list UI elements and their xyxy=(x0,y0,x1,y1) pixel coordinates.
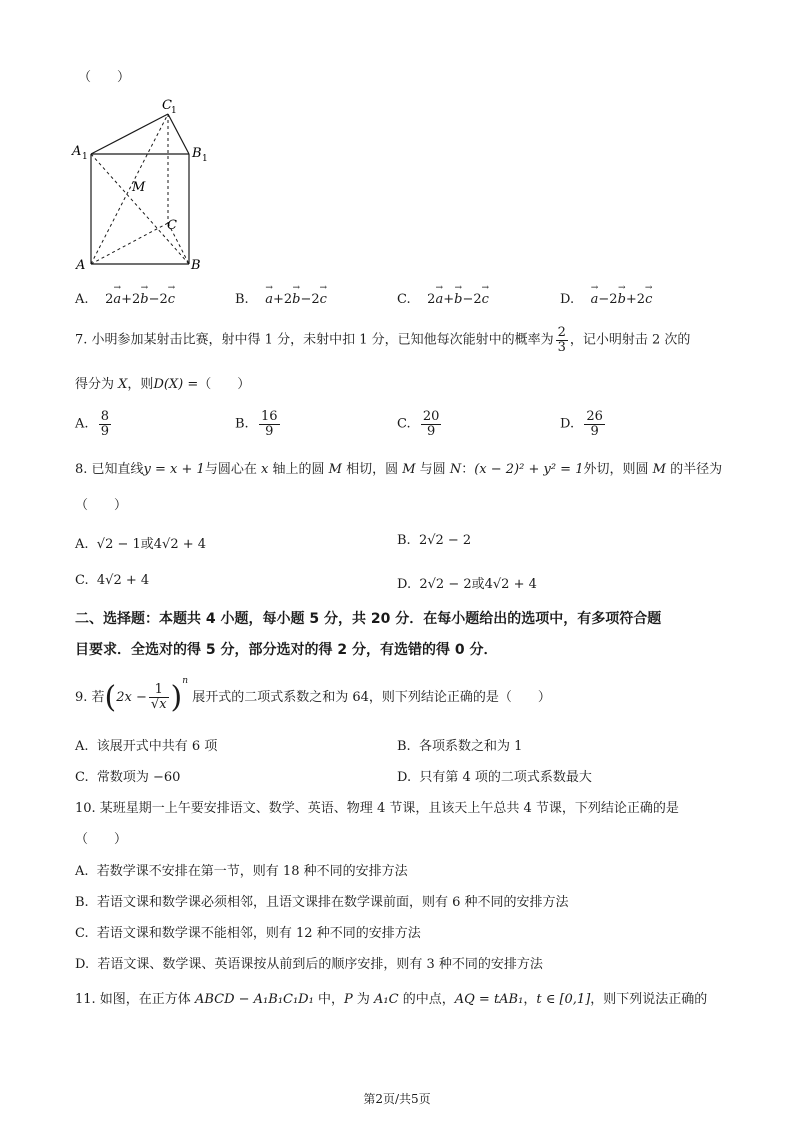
q11-stem: 11. 如图，在正方体 ABCD − A₁B₁C₁D₁ 中，P 为 A₁C 的中点，AQ = tAB₁，t ∈ [0,1]，则下列说法正确的 xyxy=(75,992,708,1007)
q9-stem: 9. 若(2x − $\frac{1}{√x}$ )$^n$ 展开式的二项式系数之和为 64，则下列结论正确的是（ ） xyxy=(75,676,551,715)
q10-option-c: C. 若语文课和数学课不能相邻，则有 12 种不同的安排方法 xyxy=(75,926,421,941)
q6-option-b: B. → a+2→ b−2→ c xyxy=(235,292,327,307)
q7-option-b: B. $\frac{16}{9}$ xyxy=(235,409,278,439)
q9-option-c: C. 常数项为 −60 xyxy=(75,770,181,785)
q8-option-c: C. 4√2 + 4 xyxy=(75,573,150,588)
label-b: B xyxy=(191,258,201,273)
q8-option-a: A. √2 − 1或4√2 + 4 xyxy=(75,537,207,552)
svg-text:1: 1 xyxy=(82,152,88,162)
q7-option-d: D. $\frac{26}{9}$ xyxy=(560,409,603,439)
q10-paren: （ ） xyxy=(75,832,128,847)
q9-option-d: D. 只有第 4 项的二项式系数最大 xyxy=(397,770,592,785)
q10-option-a: A. 若数学课不安排在第一节，则有 18 种不同的安排方法 xyxy=(75,864,408,879)
label-b1: B xyxy=(192,146,202,161)
q7-option-c: C. $\frac{20}{9}$ xyxy=(397,409,440,439)
q8-paren: （ ） xyxy=(75,498,128,513)
q8-option-b: B. 2√2 − 2 xyxy=(397,533,472,548)
q7-prob-fraction: $\frac{2}{3}$ xyxy=(557,325,566,355)
q9-option-a: A. 该展开式中共有 6 项 xyxy=(75,739,218,754)
q6-option-a: A. 2→ a+2→ b−2→ c xyxy=(75,292,175,307)
q8-option-d: D. 2√2 − 2或4√2 + 4 xyxy=(397,577,537,592)
question-paren: （ ） xyxy=(78,70,131,85)
q8-stem-line1: 8. 已知直线y = x + 1与圆心在 x 轴上的圆 M 相切，圆 M 与圆 N：(x − 2)² + y² = 1外切，则圆 M 的半径为 xyxy=(75,462,723,477)
label-c1: C xyxy=(162,98,172,113)
q9-option-b: B. 各项系数之和为 1 xyxy=(397,739,523,754)
q10-option-b: B. 若语文课和数学课必须相邻，且语文课排在数学课前面，则有 6 种不同的安排方法 xyxy=(75,895,569,910)
page-footer: 第2页/共5页 xyxy=(363,1092,431,1106)
q7-stem-line2: 得分为 X，则D(X) =（ ） xyxy=(75,377,251,392)
q6-option-d: D. → a−2→ b+2→ c xyxy=(560,292,652,307)
q6-option-c: C. 2→ a+→ b−2→ c xyxy=(397,292,489,307)
prism-figure xyxy=(70,95,220,275)
label-c: C xyxy=(167,218,177,233)
q10-option-d: D. 若语文课、数学课、英语课按从前到后的顺序安排，则有 3 种不同的安排方法 xyxy=(75,957,543,972)
section-heading-line1: 二、选择题：本题共 4 小题，每小题 5 分，共 20 分．在每小题给出的选项中，有多项符合题 xyxy=(75,611,662,627)
label-a: A xyxy=(76,258,86,273)
q7-stem-line1: 7. 小明参加某射击比赛，射中得 1 分，未射中扣 1 分，已知他每次能射中的概率为 $\frac{2}{3}$ ，记小明射击 2 次的 xyxy=(75,325,691,355)
q10-stem: 10. 某班星期一上午要安排语文、数学、英语、物理 4 节课，且该天上午总共 4 节课，下列结论正确的是 xyxy=(75,801,679,816)
label-a1: A xyxy=(72,144,82,159)
section-heading-line2: 目要求．全选对的得 5 分，部分选对的得 2 分，有选错的得 0 分． xyxy=(75,642,498,658)
q7-option-a: A. $\frac{8}{9}$ xyxy=(75,409,110,439)
label-m: M xyxy=(132,180,146,195)
svg-text:1: 1 xyxy=(171,106,177,116)
svg-text:1: 1 xyxy=(202,154,208,164)
